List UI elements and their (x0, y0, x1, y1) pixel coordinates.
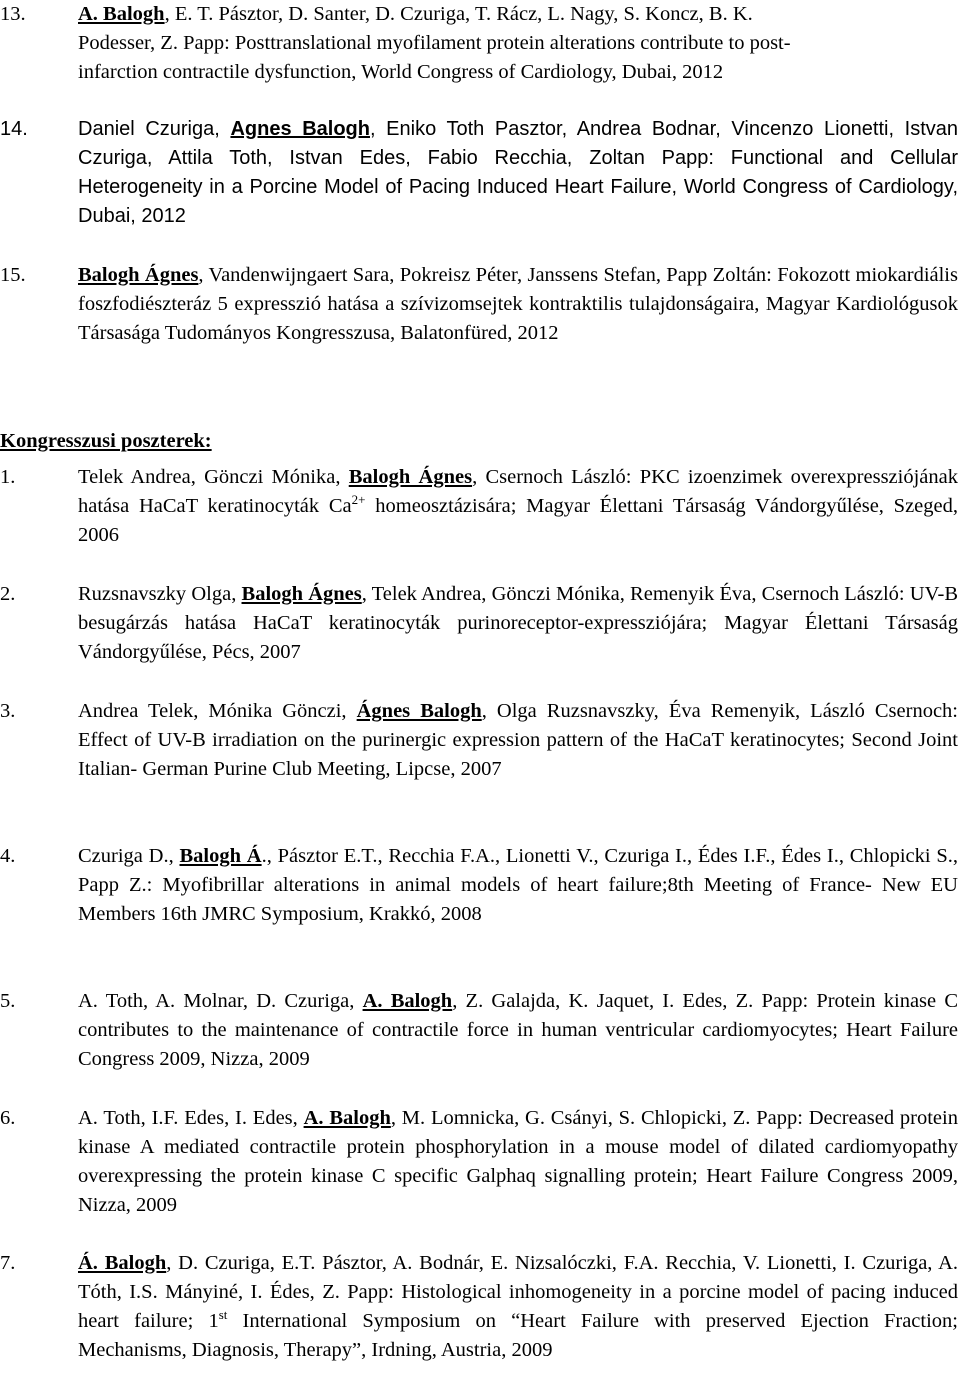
entry-number: 6. (0, 1107, 16, 1129)
entry-line (78, 0, 958, 29)
author-highlight: Agnes Balogh (230, 118, 370, 140)
poster-7 (0, 1249, 958, 1365)
entry-number: 7. (0, 1252, 16, 1274)
author-highlight: Balogh Ágnes (78, 264, 199, 286)
section-heading: Kongresszusi poszterek: (0, 430, 212, 452)
author-highlight: Balogh Á (179, 845, 262, 867)
entry-number: 4. (0, 845, 16, 867)
author-highlight: A. Balogh (362, 990, 453, 1012)
poster-3 (0, 697, 958, 784)
entry-text: Czuriga D., Balogh Á., Pásztor E.T., Recchia F.A., Lionetti V., Czuriga I., Édes I.F., Édes I., Chlopicki S., Papp Z.: Myofibrillar alterations in animal models of heart failure;8th Meeting of France- New EU Members 16th JMRC Symposium, Krakkó, 2008 (78, 845, 959, 925)
entry-number: 5. (0, 990, 16, 1012)
superscript: 2+ (351, 492, 366, 508)
poster-5 (0, 987, 958, 1074)
author-highlight: A. Balogh (78, 3, 165, 25)
entry-text: Balogh Ágnes, Vandenwijngaert Sara, Pokreisz Péter, Janssens Stefan, Papp Zoltán: Fokozott miokardiális foszfodiészteráz 5 expresszió hatása a szívizomsejtek kontraktilis tulajdonságaira, Magyar Kardiológusok Társasága Tudományos Kongresszusa, Balatonfüred, 2012 (78, 264, 958, 344)
superscript: st (218, 1307, 228, 1323)
entry-line: infarction contractile dysfunction, World Congress of Cardiology, Dubai, 2012 (78, 61, 724, 83)
entry-number: 15. (0, 264, 26, 286)
entry-text: Telek Andrea, Gönczi Mónika, Balogh Ágnes, Csernoch László: PKC izoenzimek overexpressziójának hatása HaCaT keratinocyták $Ca^{2+}$ homeosztázisára; Magyar Élettani Társaság Vándorgyűlése, Szeged, 2006 (78, 466, 959, 546)
entry-number: 1. (0, 466, 16, 488)
entry-14 (0, 115, 958, 231)
poster-6 (0, 1104, 958, 1220)
author-highlight: Á. Balogh (78, 1252, 167, 1274)
entry-15 (0, 261, 958, 348)
entry-text: , E. T. Pásztor, D. Santer, D. Czuriga, T. Rácz, L. Nagy, S. Koncz, B. K. (164, 3, 753, 25)
entry-text: Á. Balogh, D. Czuriga, E.T. Pásztor, A. Bodnár, E. Nizsalóczki, F.A. Recchia, V. Lionetti, I. Czuriga, A. Tóth, I.S. Mányiné, I. Édes, Z. Papp: Histological inhomogeneity in a porcine model of pacing induced heart failure; 1st International Symposium on “Heart Failure with preserved Ejection Fraction; Mechanisms, Diagnosis, Therapy”, Irdning, Austria, 2009 (78, 1252, 959, 1361)
author-highlight: Ágnes Balogh (356, 700, 482, 722)
entry-number: 14. (0, 118, 28, 140)
entry-line: Podesser, Z. Papp: Posttranslational myofilament protein alterations contribute to post- (78, 32, 791, 54)
entry-number: 3. (0, 700, 16, 722)
entry-text: Ruzsnavszky Olga, Balogh Ágnes, Telek Andrea, Gönczi Mónika, Remenyik Éva, Csernoch László: UV-B besugárzás hatása HaCaT keratinocyták purinoreceptor-expressziójára; Magyar Élettani Társaság Vándorgyűlése, Pécs, 2007 (78, 583, 958, 663)
author-highlight: A. Balogh (303, 1107, 391, 1129)
entry-13 (0, 0, 958, 87)
entry-number: 2. (0, 583, 16, 605)
poster-1 (0, 463, 958, 550)
author-highlight: Balogh Ágnes (348, 466, 473, 488)
entry-text: Daniel Czuriga, Agnes Balogh, Eniko Toth Pasztor, Andrea Bodnar, Vincenzo Lionetti, Istvan Czuriga, Attila Toth, Istvan Edes, Fabio Recchia, Zoltan Papp: Functional and Cellular Heterogeneity in a Porcine Model of Pacing Induced Heart Failure, World Congress of Cardiology, Dubai, 2012 (78, 118, 958, 227)
poster-2 (0, 580, 958, 667)
entry-number: 13. (0, 3, 26, 25)
entry-text: Andrea Telek, Mónika Gönczi, Ágnes Balogh, Olga Ruzsnavszky, Éva Remenyik, László Csernoch: Effect of UV-B irradiation on the purinergic expression pattern of the HaCaT keratinocytes; Second Joint Italian- German Purine Club Meeting, Lipcse, 2007 (78, 700, 958, 780)
poster-4 (0, 842, 958, 929)
author-highlight: Balogh Ágnes (241, 583, 362, 605)
entry-text: A. Toth, I.F. Edes, I. Edes, A. Balogh, M. Lomnicka, G. Csányi, S. Chlopicki, Z. Papp: Decreased protein kinase A mediated contractile protein phosphorylation in a mouse model of dilated cardiomyopathy overexpressing the protein kinase C specific Galphaq signalling protein; Heart Failure Congress 2009, Nizza, 2009 (78, 1107, 958, 1216)
entry-text: A. Toth, A. Molnar, D. Czuriga, A. Balogh, Z. Galajda, K. Jaquet, I. Edes, Z. Papp: Protein kinase C contributes to the maintenance of contractile force in human ventricular cardiomyocytes; Heart Failure Congress 2009, Nizza, 2009 (78, 990, 958, 1070)
